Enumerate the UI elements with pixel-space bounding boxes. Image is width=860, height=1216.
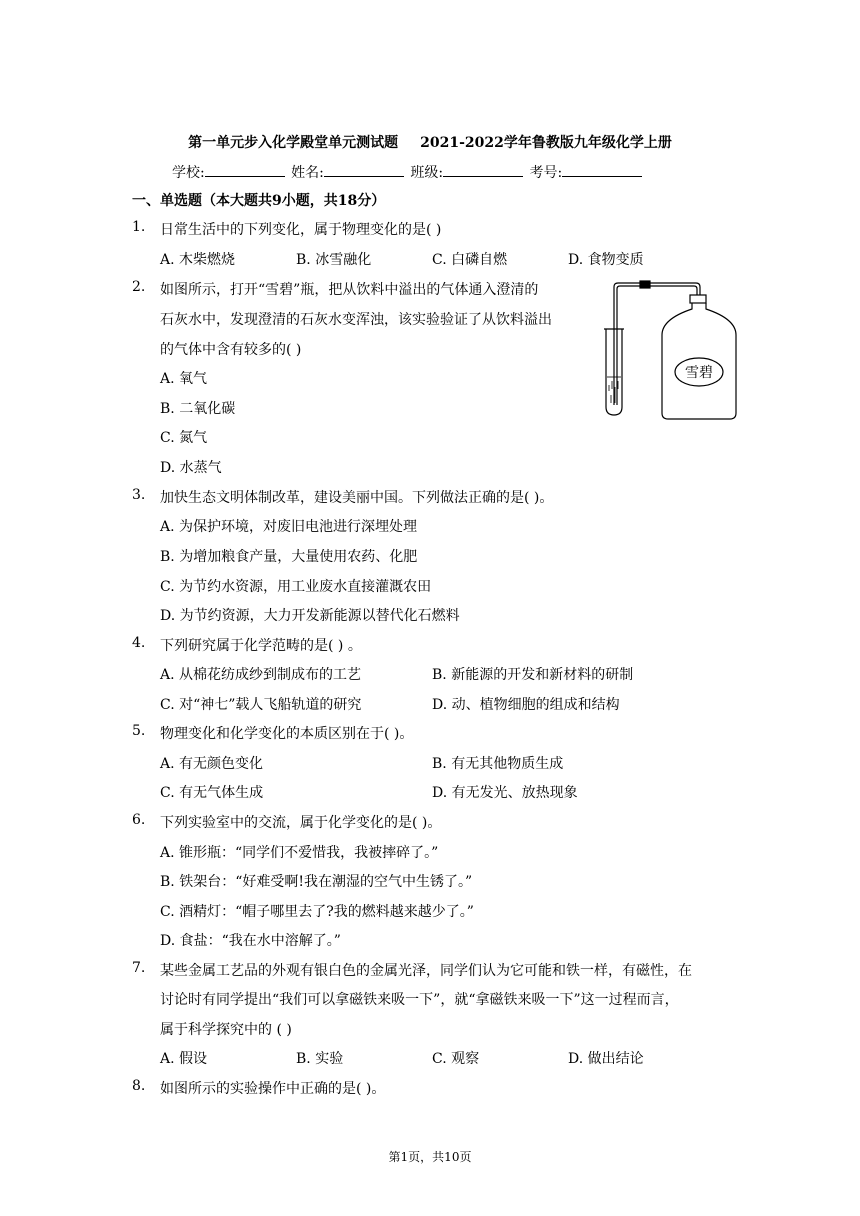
question-text: 石灰水中，发现澄清的石灰水变浑浊，该实验验证了从饮料溢出 [160, 312, 552, 328]
exam-title [0, 132, 860, 152]
name-blank[interactable] [324, 164, 404, 177]
option-c[interactable]: C. 有无气体生成 [160, 785, 264, 801]
class-blank[interactable] [443, 164, 523, 177]
option-c[interactable]: C. 酒精灯：“帽子哪里去了?我的燃料越来越少了。” [160, 904, 474, 920]
question-number: 8. [132, 1078, 146, 1094]
option-b[interactable]: B. 实验 [296, 1051, 344, 1067]
option-c[interactable]: C. 观察 [432, 1051, 480, 1067]
question-text: 讨论时有同学提出“我们可以拿磁铁来吸一下”，就“拿磁铁来吸一下”这一过程而言， [160, 992, 679, 1008]
title-right: 2021-2022学年鲁教版九年级化学上册 [420, 135, 672, 151]
school-blank[interactable] [205, 164, 285, 177]
option-d[interactable]: D. 动、植物细胞的组成和结构 [432, 697, 620, 713]
question-text: 下列实验室中的交流，属于化学变化的是( )。 [160, 815, 442, 831]
name-label: 姓名: [291, 165, 324, 181]
exam-no-blank[interactable] [562, 164, 642, 177]
question-text: 下列研究属于化学范畴的是( ) 。 [160, 638, 362, 654]
exam-no-label: 考号: [529, 165, 563, 181]
question-text: 的气体中含有较多的( ) [160, 342, 302, 358]
section-heading: 一、单选题（本大题共9小题，共18分） [132, 193, 386, 209]
question-number: 5. [132, 723, 146, 739]
option-b[interactable]: B. 新能源的开发和新材料的研制 [432, 667, 634, 683]
question-number: 7. [132, 960, 146, 976]
question-text: 如图所示，打开“雪碧”瓶，把从饮料中溢出的气体通入澄清的 [160, 282, 539, 298]
option-d[interactable]: D. 做出结论 [568, 1051, 644, 1067]
page-footer: 第1页，共10页 [388, 1150, 472, 1164]
question-text: 某些金属工艺品的外观有银白色的金属光泽，同学们认为它可能和铁一样，有磁性，在 [160, 963, 692, 979]
option-d[interactable]: D. 食物变质 [568, 252, 644, 268]
question-text: 物理变化和化学变化的本质区别在于( )。 [160, 726, 414, 742]
option-b[interactable]: B. 为增加粮食产量，大量使用农药、化肥 [160, 549, 418, 565]
question-number: 4. [132, 635, 146, 651]
question-number: 1. [132, 219, 146, 235]
option-b[interactable]: B. 有无其他物质生成 [432, 756, 564, 772]
sprite-bottle-figure [600, 277, 740, 423]
question-text: 加快生态文明体制改革，建设美丽中国。下列做法正确的是( )。 [160, 490, 554, 506]
bottle-label: 雪碧 [685, 365, 713, 381]
option-c[interactable]: C. 对“神七”载人飞船轨道的研究 [160, 697, 362, 713]
student-info-line [172, 162, 644, 182]
question-text: 属于科学探究中的 ( ) [160, 1022, 292, 1038]
option-d[interactable]: D. 有无发光、放热现象 [432, 785, 578, 801]
question-text: 日常生活中的下列变化，属于物理变化的是( ) [160, 222, 442, 238]
option-b[interactable]: B. 二氧化碳 [160, 401, 236, 417]
question-number: 3. [132, 487, 146, 503]
option-c[interactable]: C. 白磷自燃 [432, 252, 508, 268]
option-d[interactable]: D. 水蒸气 [160, 460, 222, 476]
class-label: 班级: [410, 165, 444, 181]
school-label: 学校: [172, 165, 205, 181]
option-a[interactable]: A. 为保护环境，对废旧电池进行深埋处理 [160, 519, 418, 535]
question-number: 2. [132, 279, 146, 295]
title-left: 第一单元步入化学殿堂单元测试题 [188, 135, 399, 151]
question-text: 如图所示的实验操作中正确的是( )。 [160, 1081, 386, 1097]
option-a[interactable]: A. 有无颜色变化 [160, 756, 264, 772]
option-b[interactable]: B. 冰雪融化 [296, 252, 372, 268]
option-a[interactable]: A. 假设 [160, 1051, 208, 1067]
option-d[interactable]: D. 食盐：“我在水中溶解了。” [160, 933, 341, 949]
option-b[interactable]: B. 铁架台：“好难受啊!我在潮湿的空气中生锈了。” [160, 874, 473, 890]
option-c[interactable]: C. 为节约水资源，用工业废水直接灌溉农田 [160, 579, 432, 595]
option-a[interactable]: A. 锥形瓶：“同学们不爱惜我，我被摔碎了。” [160, 845, 439, 861]
option-c[interactable]: C. 氮气 [160, 430, 208, 446]
option-a[interactable]: A. 氧气 [160, 371, 208, 387]
option-a[interactable]: A. 木柴燃烧 [160, 252, 236, 268]
question-number: 6. [132, 812, 146, 828]
option-a[interactable]: A. 从棉花纺成纱到制成布的工艺 [160, 667, 362, 683]
option-d[interactable]: D. 为节约资源，大力开发新能源以替代化石燃料 [160, 608, 460, 624]
